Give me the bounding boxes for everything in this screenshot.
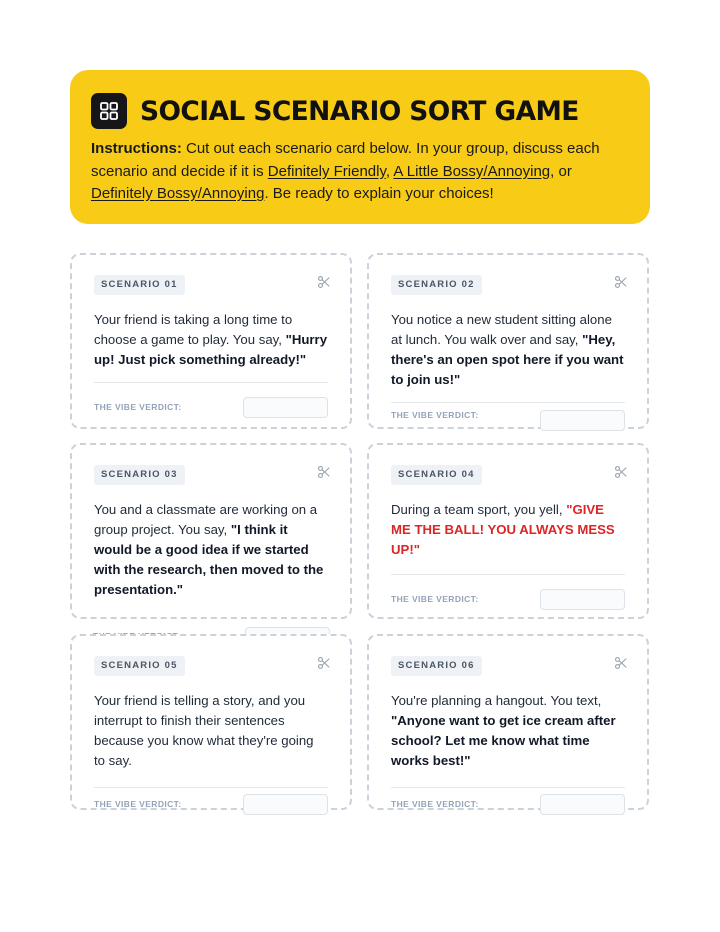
scenario-badge: SCENARIO 05 (94, 656, 185, 676)
scissors-icon (317, 275, 331, 289)
scenario-card (367, 634, 649, 810)
scenario-description: You and a classmate are working on a group project. You say, (94, 502, 318, 537)
scenario-description: Your friend is telling a story, and you interrupt to finish their sentences because you know what they're going to say. (94, 693, 314, 768)
scenario-quote: "Hey, there's an open spot here if you want to join us!" (391, 332, 624, 387)
scenario-badge: SCENARIO 01 (94, 275, 185, 295)
scenario-quote: "Hurry up! Just pick something already!" (94, 332, 328, 367)
scenario-description: You're planning a hangout. You text, (391, 693, 602, 708)
category-little-bossy: A Little Bossy/Annoying (393, 162, 551, 180)
divider (391, 402, 625, 403)
scissors-icon (614, 465, 628, 479)
scenario-text (391, 691, 625, 771)
scenario-badge: SCENARIO 02 (391, 275, 482, 295)
verdict-input-box[interactable] (540, 410, 625, 431)
scenario-card (70, 253, 352, 429)
divider (94, 787, 328, 788)
verdict-label: THE VIBE VERDICT: (94, 799, 182, 809)
verdict-label: THE VIBE VERDICT: (94, 402, 182, 412)
verdict-input-box[interactable] (540, 589, 625, 610)
scenario-description: During a team sport, you yell, (391, 502, 567, 517)
scissors-icon (614, 656, 628, 670)
verdict-input-box[interactable] (540, 794, 625, 815)
scenario-card (367, 443, 649, 619)
grid-icon (91, 93, 127, 129)
scenario-text (391, 310, 625, 390)
scenario-quote: "Anyone want to get ice cream after school? Let me know what time works best!" (391, 713, 616, 768)
scenario-description: You notice a new student sitting alone at lunch. You walk over and say, (391, 312, 612, 347)
category-definitely-bossy: Definitely Bossy/Annoying (91, 185, 265, 202)
scissors-icon (317, 465, 331, 479)
instructions-part1: Cut out each scenario card below. In your group, discuss each scenario and decide if it is (91, 140, 600, 180)
divider (391, 574, 625, 575)
scissors-icon (317, 656, 331, 670)
scenario-card (70, 443, 352, 619)
scenario-description: Your friend is taking a long time to choose a game to play. You say, (94, 312, 293, 347)
scenario-badge: SCENARIO 06 (391, 656, 482, 676)
instructions-banner (70, 70, 650, 224)
category-friendly: Definitely Friendly (267, 162, 386, 180)
title-row (91, 92, 628, 130)
scenario-text (94, 691, 328, 771)
verdict-label: THE VIBE VERDICT: (391, 799, 479, 809)
scenario-quote: "I think it would be a good idea if we started with the research, then moved to the presentation." (94, 522, 324, 597)
instructions-part2: . Be ready to explain your choices! (264, 185, 494, 202)
scenario-text (94, 500, 328, 600)
verdict-label: THE VIBE VERDICT: (391, 410, 479, 420)
divider (391, 787, 625, 788)
verdict-input-box[interactable] (243, 794, 328, 815)
scenario-badge: SCENARIO 03 (94, 465, 185, 485)
verdict-input-box[interactable] (243, 397, 328, 418)
scenario-quote: "GIVE ME THE BALL! YOU ALWAYS MESS UP!" (391, 502, 615, 557)
verdict-label: THE VIBE VERDICT: (391, 594, 479, 604)
separator-1: , (385, 162, 394, 180)
scenario-badge: SCENARIO 04 (391, 465, 482, 485)
separator-2: , or (550, 162, 572, 180)
scenario-text (391, 500, 625, 560)
instructions-label: Instructions: (91, 140, 182, 157)
scissors-icon (614, 275, 628, 289)
scenario-card (70, 634, 352, 810)
divider (94, 382, 328, 383)
scenario-text (94, 310, 328, 370)
page-title: SOCIAL SCENARIO SORT GAME (140, 95, 579, 127)
scenario-card (367, 253, 649, 429)
instructions-text (91, 138, 631, 206)
